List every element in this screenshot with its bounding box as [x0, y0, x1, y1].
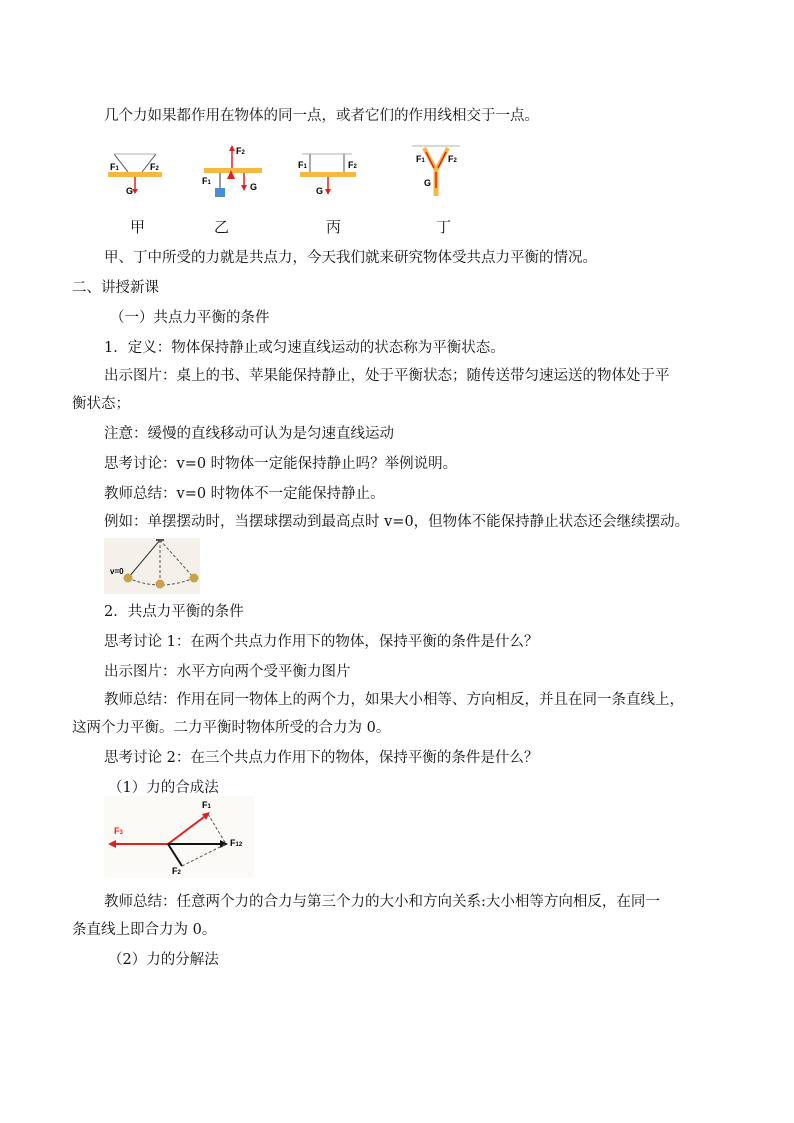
svg-text:F2: F2: [150, 162, 159, 172]
figure-jia: [104, 148, 166, 198]
svg-text:v=0: v=0: [110, 567, 124, 576]
svg-text:F1: F1: [416, 154, 425, 164]
figure-bing: [296, 148, 360, 198]
para-summary-2-line2: 这两个力平衡。二力平衡时物体所受的合力为 0。: [72, 720, 391, 736]
svg-text:F2: F2: [348, 160, 357, 170]
para-example: 例如：单摆摆动时，当摆球摆动到最高点时 v=0，但物体不能保持静止状态还会继续摆动。: [104, 514, 690, 530]
para-summary-3-line1: 教师总结：任意两个力的合力与第三个力的大小和方向关系:大小相等方向相反，在同一: [104, 894, 660, 910]
caption-yi: 乙: [214, 218, 230, 236]
para-summary: 教师总结：v=0 时物体不一定能保持静止。: [104, 486, 385, 502]
para-discussion-2: 思考讨论 2：在三个共点力作用下的物体，保持平衡的条件是什么？: [104, 750, 539, 766]
method-decomposition: （2）力的分解法: [108, 952, 219, 968]
figure-ding: [408, 142, 464, 198]
para-show-pictures-line1: 出示图片：桌上的书、苹果能保持静止，处于平衡状态；随传送带匀速运送的物体处于平: [104, 368, 670, 384]
para-definition: 1．定义：物体保持静止或匀速直线运动的状态称为平衡状态。: [104, 340, 505, 356]
caption-bing: 丙: [326, 218, 342, 236]
para-discussion: 思考讨论：v=0 时物体一定能保持静止吗？举例说明。: [104, 456, 458, 472]
para-note: 注意：缓慢的直线移动可认为是匀速直线运动: [104, 426, 394, 442]
svg-text:F2: F2: [448, 154, 457, 164]
svg-text:F1: F1: [110, 162, 119, 172]
svg-text:F1: F1: [202, 800, 211, 810]
svg-text:F2: F2: [172, 866, 181, 876]
subsection-heading: （一）共点力平衡的条件: [110, 310, 270, 326]
section-heading: 二、讲授新课: [72, 280, 159, 296]
svg-text:F1: F1: [298, 160, 307, 170]
para-common-point-definition: 几个力如果都作用在物体的同一点，或者它们的作用线相交于一点。: [104, 108, 539, 124]
svg-text:G: G: [250, 182, 258, 192]
method-synthesis: （1）力的合成法: [108, 780, 219, 796]
svg-text:F12: F12: [230, 838, 243, 848]
svg-text:G: G: [126, 186, 134, 196]
para-summary-3-line2: 条直线上即合力为 0。: [72, 922, 217, 938]
para-intro: 甲、丁中所受的力就是共点力，今天我们就来研究物体受共点力平衡的情况。: [104, 250, 597, 266]
para-show-pictures-2: 出示图片：水平方向两个受平衡力图片: [104, 664, 351, 680]
para-discussion-1: 思考讨论 1：在两个共点力作用下的物体，保持平衡的条件是什么？: [104, 634, 539, 650]
para-show-pictures-line2: 衡状态；: [72, 396, 130, 412]
svg-text:F1: F1: [202, 176, 211, 186]
figure-yi: [200, 142, 266, 200]
caption-ding: 丁: [436, 218, 452, 236]
para-summary-2-line1: 教师总结：作用在同一物体上的两个力，如果大小相等、方向相反，并且在同一条直线上，: [104, 692, 684, 708]
subsection-two: 2．共点力平衡的条件: [104, 604, 244, 620]
svg-text:F3: F3: [114, 826, 123, 836]
svg-text:G: G: [424, 178, 432, 188]
svg-text:G: G: [316, 186, 324, 196]
pendulum-figure: [104, 538, 200, 594]
caption-jia: 甲: [130, 218, 146, 236]
force-synthesis-figure: [104, 796, 254, 878]
svg-text:F2: F2: [236, 146, 245, 156]
